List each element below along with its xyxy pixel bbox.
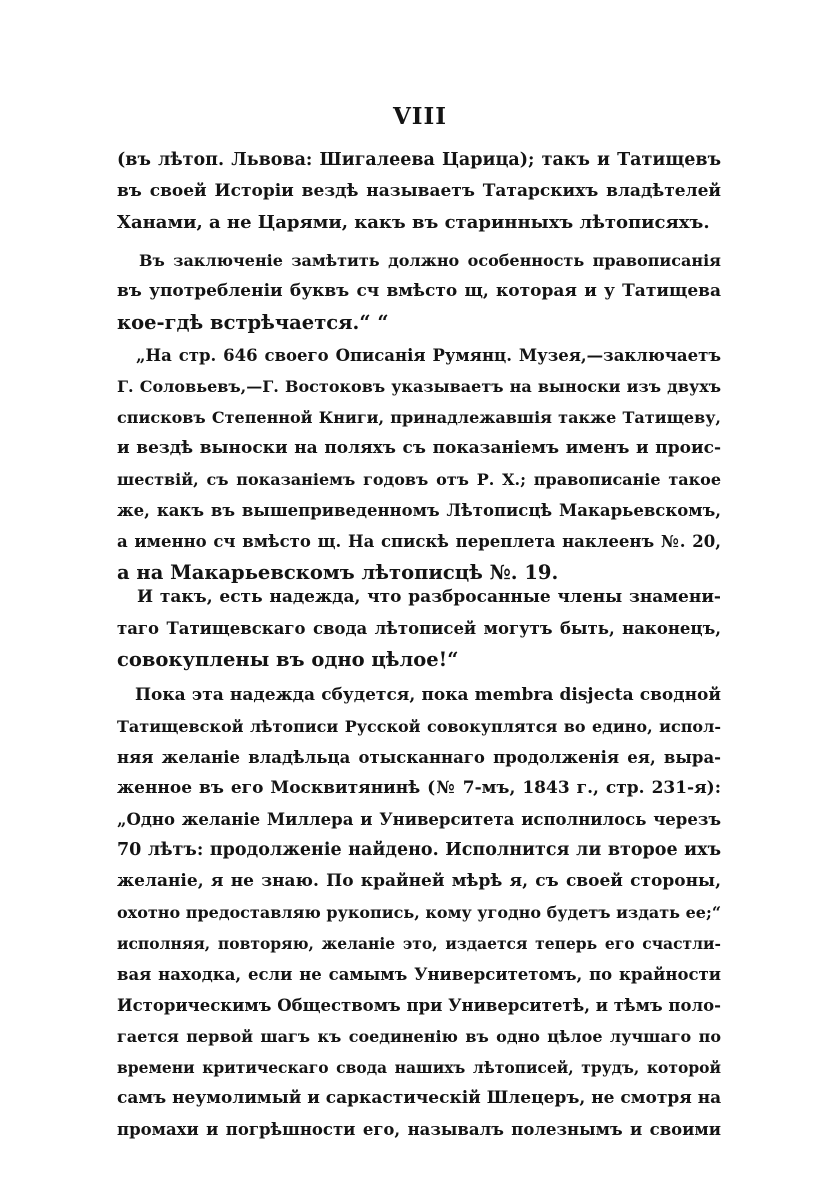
text-line: (въ лѣтоп. Львова: Шигалеева Царица); такъ и Татищевъ bbox=[117, 150, 721, 170]
text-line: И такъ, есть надежда, что разбросанные члены знамени- bbox=[137, 587, 721, 607]
text-line: совокуплены въ одно цѣлое!“ bbox=[117, 648, 459, 671]
text-line: а на Макарьевскомъ лѣтописцѣ №. 19. bbox=[117, 561, 559, 584]
text-line: исполняя, повторяю, желаніе это, издается теперь его счастли- bbox=[117, 934, 721, 953]
text-line: Татищевской лѣтописи Русской совокуплятся во едино, испол- bbox=[117, 717, 721, 736]
text-line: Г. Соловьевъ,—Г. Востоковъ указываетъ на выноски изъ двухъ bbox=[117, 377, 721, 396]
text-line: гается первой шагъ къ соединенію въ одно цѣлое лучшаго по bbox=[117, 1027, 721, 1046]
text-line: вая находка, если не самымъ Университетомъ, по крайности bbox=[117, 965, 721, 984]
text-line: самъ неумолимый и саркастическій Шлецеръ, не смотря на bbox=[117, 1088, 722, 1108]
paragraph-4 bbox=[117, 582, 721, 675]
text-line: же, какъ въ вышеприведенномъ Лѣтописцѣ Макарьевскомъ, bbox=[117, 501, 721, 520]
text-line: няя желаніе владѣльца отысканнаго продолженія ея, выра- bbox=[117, 748, 721, 767]
text-line: 70 лѣтъ: продолженіе найдено. Исполнится ли второе ихъ bbox=[117, 840, 721, 860]
text-line: въ своей Исторіи вездѣ называетъ Татарскихъ владѣтелей bbox=[117, 181, 721, 201]
text-line: Пока эта надежда сбудется, пока membra disjecta сводной bbox=[135, 685, 721, 705]
paragraph-1 bbox=[117, 145, 721, 238]
paragraph-2 bbox=[117, 245, 721, 338]
paragraph-3 bbox=[117, 340, 721, 588]
text-line: „Одно желаніе Миллера и Университета исполнилось черезъ bbox=[117, 810, 721, 829]
text-line: и вездѣ выноски на поляхъ съ показаніемъ именъ и проис- bbox=[117, 438, 721, 458]
text-line: списковъ Степенной Книги, принадлежавшія также Татищеву, bbox=[117, 408, 721, 427]
text-line: таго Татищевскаго свода лѣтописей могутъ быть, наконецъ, bbox=[117, 619, 721, 638]
text-line: времени критическаго свода нашихъ лѣтописей, трудъ, которой bbox=[117, 1058, 721, 1077]
text-line: промахи и погрѣшности его, называлъ полезнымъ и своими bbox=[117, 1120, 721, 1139]
text-line: кое-гдѣ встрѣчается.“ “ bbox=[117, 311, 389, 334]
paragraph-5 bbox=[117, 680, 722, 1145]
text-line: Историческимъ Обществомъ при Университетѣ, и тѣмъ поло- bbox=[117, 996, 721, 1015]
text-line: охотно предоставляю рукопись, кому угодно будетъ издать ее;“ bbox=[117, 903, 722, 922]
text-line: шествій, съ показаніемъ годовъ отъ Р. Х.; правописаніе такое bbox=[117, 470, 721, 489]
page-number: VIII bbox=[392, 103, 448, 130]
text-line: женное въ его Москвитянинѣ (№ 7-мъ, 1843 г., стр. 231-я): bbox=[117, 778, 721, 798]
text-line: желаніе, я не знаю. По крайней мѣрѣ я, съ своей стороны, bbox=[117, 871, 721, 891]
text-line: Въ заключеніе замѣтить должно особенность правописанія bbox=[139, 251, 721, 270]
text-line: а именно сч вмѣсто щ. На спискѣ переплета наклеенъ №. 20, bbox=[117, 532, 721, 551]
text-line: „На стр. 646 своего Описанія Румянц. Музея,—заключаетъ bbox=[136, 346, 721, 365]
text-line: въ употребленіи буквъ сч вмѣсто щ, которая и у Татищева bbox=[117, 281, 721, 301]
text-line: Ханами, а не Царями, какъ въ старинныхъ лѣтописяхъ. bbox=[117, 212, 710, 233]
